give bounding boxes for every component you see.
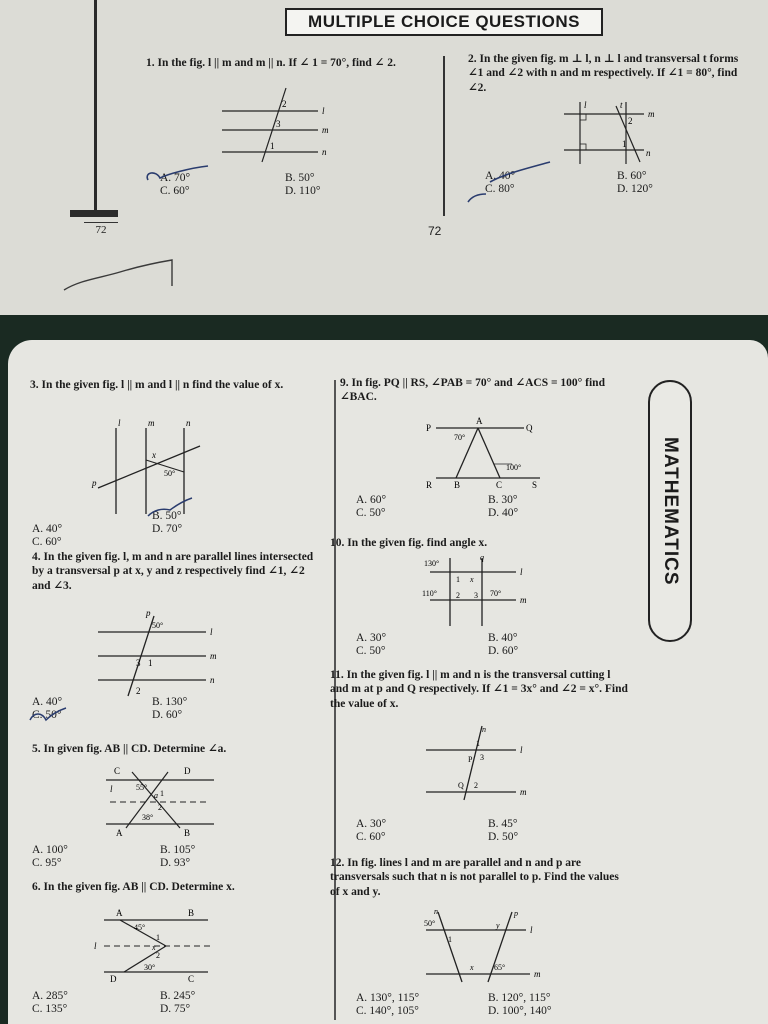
angle-label-30: 30° <box>144 963 156 972</box>
angle-label-50: 50° <box>424 919 436 928</box>
question-text: In the given fig. m ⊥ l, n ⊥ l and transversal t forms ∠1 and ∠2 with n and m respectively. If ∠1 = 80°, find ∠2. <box>468 53 739 94</box>
angle-label-2: 2 <box>474 781 478 790</box>
pen-tick-q1 <box>142 164 214 188</box>
option-a[interactable]: A. 100° <box>32 844 68 856</box>
label-C: C <box>496 480 503 490</box>
label-B: B <box>188 908 195 918</box>
angle-label-45: 45° <box>134 923 146 932</box>
option-d[interactable]: D. 60° <box>152 709 183 721</box>
question-number: 2. <box>468 53 477 65</box>
question-number: 11. <box>330 669 344 681</box>
bottom-page <box>8 340 768 1024</box>
option-d[interactable]: D. 120° <box>617 183 653 195</box>
angle-label-1: 1 <box>160 789 164 798</box>
option-b[interactable]: B. 50° <box>285 172 315 184</box>
label-A: A <box>116 828 123 838</box>
left-page-number: 72 <box>84 222 118 236</box>
option-b[interactable]: B. 130° <box>152 696 188 708</box>
figure-q2 <box>560 100 660 166</box>
label-q: q <box>480 554 484 562</box>
question-1 <box>146 56 431 70</box>
question-2 <box>468 52 756 95</box>
angle-label-65: 65° <box>494 963 506 972</box>
angle-label-50: 50° <box>164 469 176 478</box>
figure-q11 <box>420 722 540 802</box>
subject-tab <box>648 380 692 642</box>
label-P: P <box>426 423 432 433</box>
question-number: 12. <box>330 857 345 869</box>
label-x: x <box>152 943 156 952</box>
label-B: B <box>184 828 191 838</box>
angle-label-2: 2 <box>156 951 160 960</box>
page-number: 72 <box>428 224 442 238</box>
question-12 <box>330 856 630 899</box>
column-divider <box>443 56 445 216</box>
label-D: D <box>184 766 191 776</box>
angle-label-1: 1 <box>448 935 452 944</box>
option-d[interactable]: D. 60° <box>488 645 519 657</box>
option-b[interactable]: B. 60° <box>617 170 647 182</box>
figure-q6 <box>90 906 220 986</box>
question-text: In fig. PQ || RS, ∠PAB = 70° and ∠ACS = 100° find ∠BAC. <box>340 377 605 404</box>
figure-q4 <box>88 608 218 698</box>
question-11 <box>330 668 630 711</box>
label-l: l <box>118 418 121 428</box>
option-c[interactable]: C. 95° <box>32 857 62 869</box>
option-b[interactable]: B. 30° <box>488 494 518 506</box>
label-A: A <box>476 416 483 426</box>
top-page <box>0 0 768 315</box>
option-d[interactable]: D. 93° <box>160 857 191 869</box>
option-d[interactable]: D. 70° <box>152 523 183 535</box>
label-l: l <box>94 941 97 951</box>
binding-line <box>94 0 97 212</box>
question-number: 10. <box>330 537 345 549</box>
label-a: a <box>154 791 158 800</box>
angle-label-110: 110° <box>422 589 437 598</box>
option-c[interactable]: C. 50° <box>356 645 386 657</box>
options-q11 <box>356 818 598 843</box>
options-q10 <box>356 632 598 657</box>
angle-label-1: 1 <box>156 933 160 942</box>
label-n: n <box>434 908 438 916</box>
angle-label-1: 1 <box>270 141 275 151</box>
label-t: t <box>620 100 623 110</box>
angle-label-3: 3 <box>474 591 478 600</box>
options-q9 <box>356 494 598 519</box>
question-4 <box>32 550 322 593</box>
option-a[interactable]: A. 70° <box>160 172 191 184</box>
angle-label-2: 2 <box>136 686 141 696</box>
label-D: D <box>110 974 117 984</box>
label-S: S <box>532 480 538 490</box>
angle-label-38: 38° <box>142 813 154 822</box>
question-text: In fig. lines l and m are parallel and n and p are transversals such that n is not parallel to p. Find the values of x and y. <box>330 857 619 898</box>
angle-label-1: 1 <box>148 658 153 668</box>
option-b[interactable]: B. 45° <box>488 818 518 830</box>
angle-label-2: 2 <box>158 803 162 812</box>
label-x: x <box>152 450 156 460</box>
option-b[interactable]: B. 50° <box>152 510 182 522</box>
angle-label-3: 3 <box>136 658 141 668</box>
label-R: R <box>426 480 433 490</box>
label-p: p <box>146 608 151 618</box>
angle-label-2: 2 <box>282 99 287 109</box>
option-a[interactable]: A. 285° <box>32 990 68 1002</box>
option-d[interactable]: D. 50° <box>488 831 519 843</box>
angle-label-2: 2 <box>456 591 460 600</box>
options-q6 <box>32 990 270 1015</box>
label-C: C <box>114 766 121 776</box>
figure-q10 <box>420 554 540 630</box>
option-d[interactable]: D. 40° <box>488 507 519 519</box>
option-d[interactable]: D. 75° <box>160 1003 191 1015</box>
angle-label-3: 3 <box>480 753 484 762</box>
binding-plate <box>70 210 118 217</box>
option-c[interactable]: C. 140°, 105° <box>356 1005 419 1017</box>
label-y: y <box>496 921 500 930</box>
question-text: In the given fig. l || m and n is the transversal cutting l and m at p and Q respectively. If ∠1 = 3x° and ∠2 = x°. Find the value of x. <box>330 669 628 710</box>
pen-scribble <box>60 250 190 300</box>
question-number: 1. <box>146 57 155 69</box>
option-d[interactable]: D. 110° <box>285 185 321 197</box>
question-text: In given fig. AB || CD. Determine ∠a. <box>43 743 227 755</box>
label-x: x <box>470 963 474 972</box>
label-P: P <box>468 755 473 764</box>
option-c[interactable]: C. 50° <box>356 507 386 519</box>
question-10 <box>330 536 630 550</box>
label-l: l <box>322 106 325 116</box>
label-m: m <box>534 969 541 979</box>
options-q5 <box>32 844 270 869</box>
angle-label-130: 130° <box>424 559 440 568</box>
option-c[interactable]: C. 60° <box>356 831 386 843</box>
angle-label-55: 55° <box>136 783 148 792</box>
options-q12 <box>356 992 608 1017</box>
option-b[interactable]: B. 105° <box>160 844 196 856</box>
angle-label-70: 70° <box>490 589 502 598</box>
question-number: 5. <box>32 743 41 755</box>
label-A: A <box>116 908 123 918</box>
option-a[interactable]: A. 30° <box>356 632 387 644</box>
option-c[interactable]: C. 60° <box>160 185 190 197</box>
figure-q12 <box>416 908 546 988</box>
angle-label-2: 2 <box>628 116 633 126</box>
question-text: In the given fig. find angle x. <box>347 537 488 549</box>
question-number: 3. <box>30 379 39 391</box>
figure-q9 <box>420 414 560 494</box>
label-m: m <box>648 109 655 119</box>
angle-label-1: 1 <box>456 575 460 584</box>
label-l: l <box>584 100 587 110</box>
option-c[interactable]: C. 50° <box>32 709 62 721</box>
label-l: l <box>110 784 113 794</box>
option-c[interactable]: C. 80° <box>485 183 515 195</box>
option-a[interactable]: A. 40° <box>32 696 63 708</box>
label-m: m <box>520 595 527 605</box>
question-6 <box>32 880 322 894</box>
label-Q: Q <box>458 781 464 790</box>
angle-label-1: 1 <box>476 739 480 748</box>
label-p: p <box>92 478 97 488</box>
option-b[interactable]: B. 245° <box>160 990 196 1002</box>
label-B: B <box>454 480 461 490</box>
label-l: l <box>530 925 533 935</box>
option-a[interactable]: A. 40° <box>485 170 516 182</box>
question-9 <box>340 376 636 405</box>
label-n: n <box>646 148 651 158</box>
figure-q1 <box>218 86 338 168</box>
angle-label-100: 100° <box>506 463 522 472</box>
option-c[interactable]: C. 135° <box>32 1003 68 1015</box>
label-l: l <box>210 627 213 637</box>
option-b[interactable]: B. 120°, 115° <box>488 992 551 1004</box>
subject-label: MATHEMATICS <box>660 436 681 586</box>
option-a[interactable]: A. 130°, 115° <box>356 992 420 1004</box>
label-p: p <box>514 909 518 918</box>
pen-tick-q4 <box>28 706 68 728</box>
question-text: In the given fig. l, m and n are parallel lines intersected by a transversal p at x, y and z respectively find ∠1, ∠2 and ∠3. <box>32 551 314 592</box>
option-a[interactable]: A. 40° <box>32 523 63 535</box>
label-m: m <box>210 651 217 661</box>
option-c[interactable]: C. 60° <box>32 536 62 548</box>
option-a[interactable]: A. 60° <box>356 494 387 506</box>
page-heading-text: MULTIPLE CHOICE QUESTIONS <box>308 12 580 31</box>
angle-label-70: 70° <box>454 433 466 442</box>
label-n: n <box>482 725 486 734</box>
label-l: l <box>520 567 523 577</box>
question-number: 9. <box>340 377 349 389</box>
page-heading <box>285 8 603 36</box>
label-n: n <box>210 675 215 685</box>
label-l: l <box>520 745 523 755</box>
figure-q5 <box>96 758 226 838</box>
pen-tick-q2 <box>464 160 554 204</box>
options-q3 <box>32 510 252 548</box>
label-x: x <box>470 575 474 584</box>
question-text: In the fig. l || m and m || n. If ∠ 1 = 70°, find ∠ 2. <box>157 57 396 69</box>
angle-label-1: 1 <box>622 139 627 149</box>
label-m: m <box>520 787 527 797</box>
label-n: n <box>322 147 327 157</box>
label-m: m <box>148 418 155 428</box>
question-3 <box>30 378 310 392</box>
label-C: C <box>188 974 195 984</box>
angle-label-3: 3 <box>276 119 281 129</box>
label-m: m <box>322 125 329 135</box>
pen-tick-q3 <box>144 496 194 524</box>
label-n: n <box>186 418 191 428</box>
angle-label-50: 50° <box>152 621 164 630</box>
option-b[interactable]: B. 40° <box>488 632 518 644</box>
question-number: 6. <box>32 881 41 893</box>
option-d[interactable]: D. 100°, 140° <box>488 1005 552 1017</box>
question-text: In the given fig. AB || CD. Determine x. <box>43 881 235 893</box>
option-a[interactable]: A. 30° <box>356 818 387 830</box>
question-number: 4. <box>32 551 41 563</box>
question-text: In the given fig. l || m and l || n find the value of x. <box>41 379 284 391</box>
question-5 <box>32 742 322 756</box>
label-Q: Q <box>526 423 533 433</box>
